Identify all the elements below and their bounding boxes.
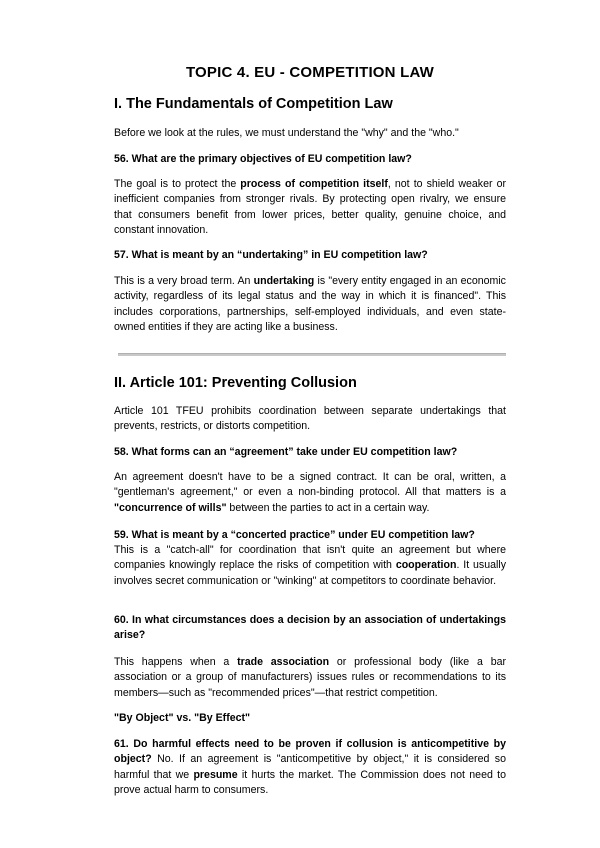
section-intro: Article 101 TFEU prohibits coordination between separate undertakings that prevents, restricts, or distorts competition. <box>114 405 506 433</box>
section-intro: Before we look at the rules, we must understand the "why" and the "who." <box>114 127 459 139</box>
answer-59: This is a "catch-all" for coordination that isn't quite an agreement but where companies knowingly replace the risks of competition with cooperation. It usually involves secret communication or "winking" at competitors to coordinate behavior. <box>114 544 506 587</box>
answer-60: This happens when a trade association or professional body (like a bar association or a group of manufacturers) issues rules or recommendations to its members—such as "recommended prices"—that restrict competition. <box>114 656 507 699</box>
question-59: 59. What is meant by a “concerted practice” under EU competition law? <box>114 529 475 541</box>
section-heading-article-101: II. Article 101: Preventing Collusion <box>114 375 357 391</box>
subheading-object-effect: "By Object" vs. "By Effect" <box>114 712 251 724</box>
answer-58: An agreement doesn't have to be a signed contract. It can be oral, written, a "gentleman's agreement," or even a non-binding protocol. All that matters is a "concurrence of wills" between the parties to act in a certain way. <box>114 471 506 514</box>
question-57: 57. What is meant by an “undertaking” in EU competition law? <box>114 249 428 261</box>
question-58: 58. What forms can an “agreement” take under EU competition law? <box>114 446 458 458</box>
horizontal-divider <box>118 353 506 356</box>
section-heading-fundamentals: I. The Fundamentals of Competition Law <box>114 96 393 112</box>
answer-57: This is a very broad term. An undertaking is "every entity engaged in an economic activity, regardless of its legal status and the way in which it is financed". This includes corporations, partnerships, self-employed individuals, and even state-owned entities if they are acting like a business. <box>114 275 506 333</box>
question-60: 60. In what circumstances does a decision by an association of undertakings arise? <box>114 614 506 642</box>
document-title: TOPIC 4. EU - COMPETITION LAW <box>185 64 435 81</box>
answer-56: The goal is to protect the process of competition itself, not to shield weaker or inefficient companies from stronger rivals. By protecting open rivalry, we ensure that consumers benefit from lower prices, better quality, genuine choice, and constant innovation. <box>114 178 506 236</box>
question-61-answer: 61. Do harmful effects need to be proven if collusion is anticompetitive by object? No. If an agreement is "anticompetitive by object," it is considered so harmful that we presume it hurts the market. The Commission does not need to prove actual harm to consumers. <box>114 738 506 796</box>
question-56: 56. What are the primary objectives of EU competition law? <box>114 153 412 165</box>
